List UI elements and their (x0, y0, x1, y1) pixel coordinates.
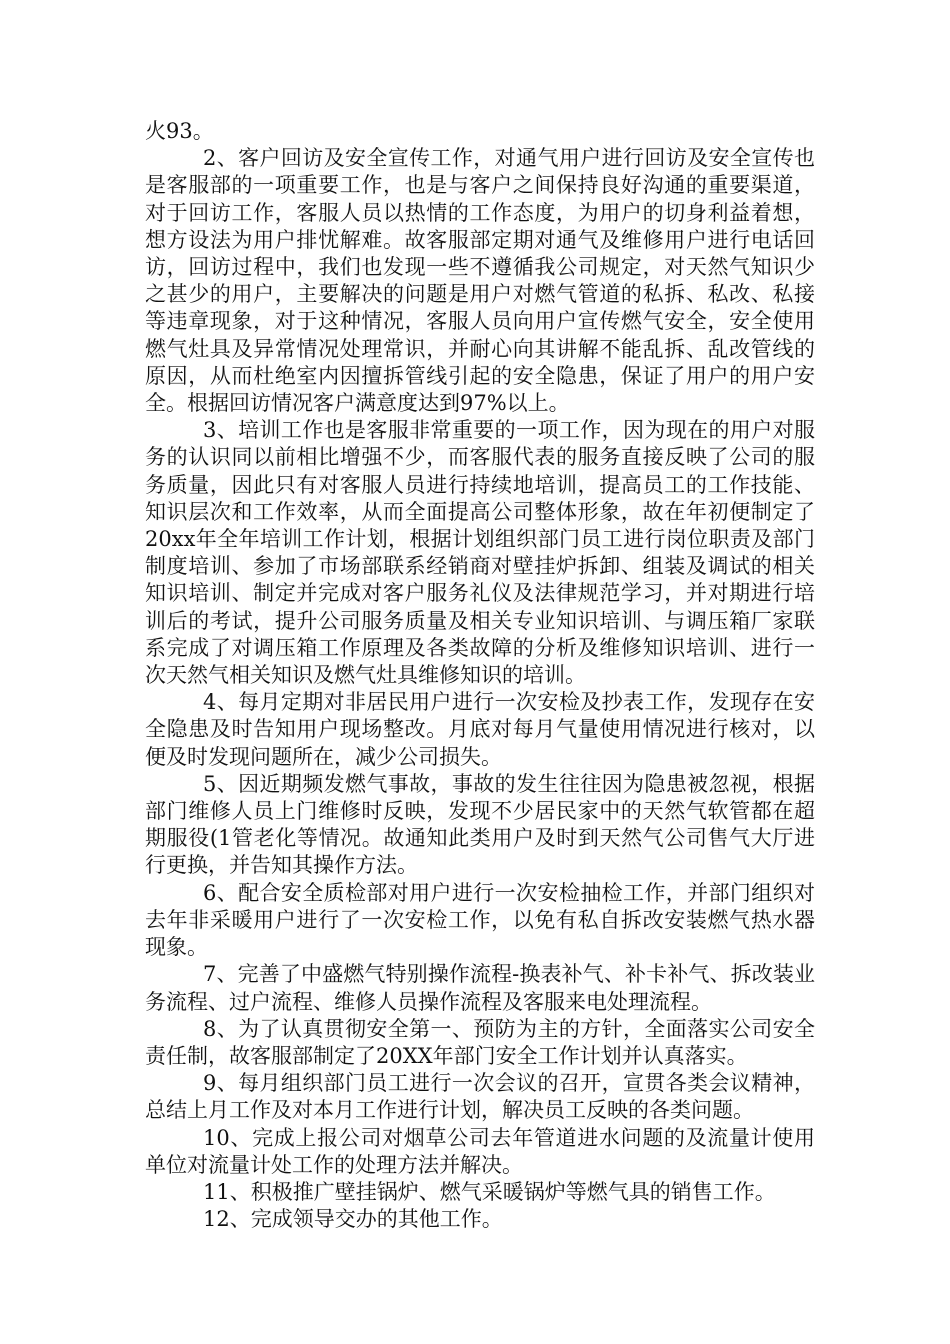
paragraph-item-3: 3、培训工作也是客服非常重要的一项工作，因为现在的用户对服务的认识同以前相比增强不少，而客服代表的服务直接反映了公司的服务质量，因此只有对客服人员进行持续地培训，提高员工的工作技能、知识层次和工作效率，从而全面提高公司整体形象，故在年初便制定了20xx年全年培训工作计划，根据计划组织部门员工进行岗位职责及部门制度培训、参加了市场部联系经销商对壁挂炉拆卸、组装及调试的相关知识培训、制定并完成对客户服务礼仪及法律规范学习，并对期进行培训后的考试，提升公司服务质量及相关专业知识培训、与调压箱厂家联系完成了对调压箱工作原理及各类故障的分析及维修知识培训、进行一次天然气相关知识及燃气灶具维修知识的培训。 (145, 418, 815, 688)
paragraph-item-9: 9、每月组织部门员工进行一次会议的召开，宣贯各类会议精神，总结上月工作及对本月工作进行计划，解决员工反映的各类问题。 (145, 1071, 815, 1123)
paragraph-item-10: 10、完成上报公司对烟草公司去年管道进水问题的及流量计使用单位对流量计处工作的处理方法并解决。 (145, 1125, 815, 1177)
paragraph-item-6: 6、配合安全质检部对用户进行一次安检抽检工作，并部门组织对去年非采暖用户进行了一次安检工作，以免有私自拆改安装燃气热水器现象。 (145, 880, 815, 960)
paragraph-item-7: 7、完善了中盛燃气特别操作流程-换表补气、补卡补气、拆改装业务流程、过户流程、维修人员操作流程及客服来电处理流程。 (145, 962, 815, 1014)
document-body (145, 118, 815, 1233)
paragraph-item-11: 11、积极推广壁挂锅炉、燃气采暖锅炉等燃气具的销售工作。 (203, 1179, 776, 1204)
paragraph-continuation: 火93。 (145, 119, 214, 143)
paragraph-item-5: 5、因近期频发燃气事故，事故的发生往往因为隐患被忽视，根据部门维修人员上门维修时反映，发现不少居民家中的天然气软管都在超期服役(1管老化等情况。故通知此类用户及时到天然气公司售气大厅进行更换，并告知其操作方法。 (145, 771, 815, 878)
paragraph-item-4: 4、每月定期对非居民用户进行一次安检及抄表工作，发现存在安全隐患及时告知用户现场整改。月底对每月气量使用情况进行核对，以便及时发现问题所在，减少公司损失。 (145, 690, 815, 769)
paragraph-item-2: 2、客户回访及安全宣传工作，对通气用户进行回访及安全宣传也是客服部的一项重要工作，也是与客户之间保持良好沟通的重要渠道，对于回访工作，客服人员以热情的工作态度，为用户的切身利益着想，想方设法为用户排忧解难。故客服部定期对通气及维修用户进行电话回访，回访过程中，我们也发现一些不遵循我公司规定，对天然气知识少之甚少的用户，主要解决的问题是用户对燃气管道的私拆、私改、私接等违章现象，对于这种情况，客服人员向用户宣传燃气安全，安全使用燃气灶具及异常情况处理常识，并耐心向其讲解不能乱拆、乱改管线的原因，从而杜绝室内因擅拆管线引起的安全隐患，保证了用户的用户安全。根据回访情况客户满意度达到97%以上。 (145, 146, 815, 416)
paragraph-item-12: 12、完成领导交办的其他工作。 (203, 1207, 503, 1232)
paragraph-item-8: 8、为了认真贯彻安全第一、预防为主的方针，全面落实公司安全责任制，故客服部制定了20XX年部门安全工作计划并认真落实。 (145, 1016, 815, 1068)
